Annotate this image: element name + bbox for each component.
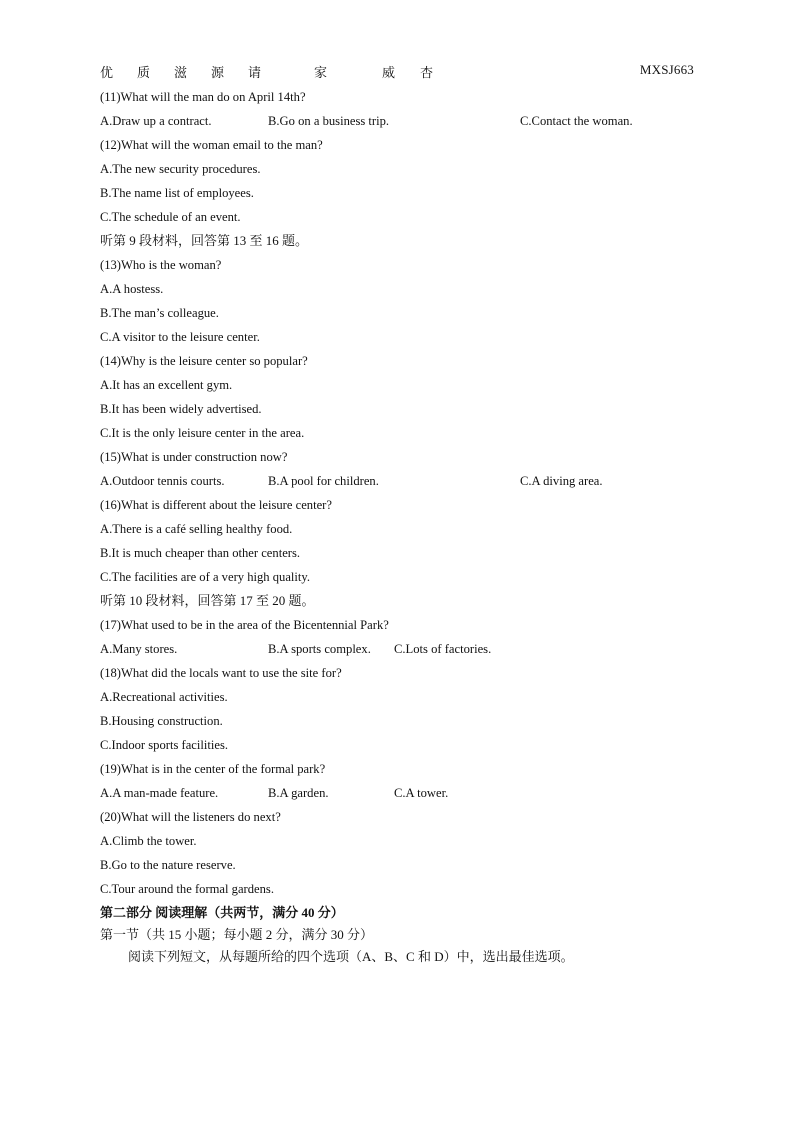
answer-option: B.Go to the nature reserve. [100,858,236,872]
answer-option: C.Tour around the formal gardens. [100,882,274,896]
listening-instruction: 听第 9 段材料，回答第 13 至 16 题。 [100,233,309,248]
answer-option: C.The facilities are of a very high quality. [100,570,311,584]
answer-option: A.Many stores. [100,642,178,656]
document-code: MXSJ663 [639,62,694,77]
answer-option: B.It is much cheaper than other centers. [100,546,301,560]
answer-option: C.A tower. [394,786,449,800]
page-header [100,62,694,82]
options-row [100,783,700,807]
question: (11)What will the man do on April 14th? [100,90,306,104]
header-char: 家 [314,65,328,80]
answer-option: A.A man-made feature. [100,786,219,800]
answer-option: B.Housing construction. [100,714,223,728]
answer-option: C.Lots of factories. [394,642,492,656]
question: (13)Who is the woman? [100,258,222,272]
reading-instruction: 阅读下列短文，从每题所给的四个选项（A、B、C 和 D）中，选出最佳选项。 [128,949,574,964]
answer-option: C.The schedule of an event. [100,210,241,224]
answer-option: C.Contact the woman. [520,114,633,128]
options-row [100,111,700,135]
question: (18)What did the locals want to use the site for? [100,666,342,680]
listening-instruction: 听第 10 段材料，回答第 17 至 20 题。 [100,593,315,608]
answer-option: C.A diving area. [520,474,603,488]
question: (12)What will the woman email to the man? [100,138,323,152]
answer-option: A.Climb the tower. [100,834,197,848]
header-char: 源 [211,65,225,80]
answer-option: B.It has been widely advertised. [100,402,262,416]
header-char: 杏 [420,65,434,80]
answer-option: A.Outdoor tennis courts. [100,474,225,488]
question: (14)Why is the leisure center so popular? [100,354,308,368]
answer-option: C.It is the only leisure center in the area. [100,426,305,440]
header-char: 优 [100,65,114,80]
answer-option: B.A sports complex. [268,642,371,656]
document-body [100,87,700,969]
header-char: 请 [248,65,262,80]
answer-option: B.The man’s colleague. [100,306,219,320]
answer-option: B.The name list of employees. [100,186,254,200]
options-row [100,639,700,663]
answer-option: A.There is a café selling healthy food. [100,522,293,536]
answer-option: C.Indoor sports facilities. [100,738,229,752]
question: (20)What will the listeners do next? [100,810,281,824]
options-row [100,471,700,495]
answer-option: A.Recreational activities. [100,690,228,704]
header-char: 威 [382,65,396,80]
header-char: 滋 [174,65,188,80]
answer-option: B.A garden. [268,786,329,800]
answer-option: A.A hostess. [100,282,164,296]
answer-option: C.A visitor to the leisure center. [100,330,260,344]
question: (16)What is different about the leisure center? [100,498,332,512]
section-title: 第一节（共 15 小题；每小题 2 分，满分 30 分） [100,927,374,942]
answer-option: B.A pool for children. [268,474,379,488]
answer-option: A.The new security procedures. [100,162,261,176]
part-title: 第二部分 阅读理解（共两节，满分 40 分） [100,905,344,920]
question: (15)What is under construction now? [100,450,288,464]
question: (17)What used to be in the area of the Bicentennial Park? [100,618,389,632]
answer-option: A.It has an excellent gym. [100,378,233,392]
header-char: 质 [137,65,151,80]
question: (19)What is in the center of the formal park? [100,762,326,776]
answer-option: A.Draw up a contract. [100,114,212,128]
answer-option: B.Go on a business trip. [268,114,390,128]
